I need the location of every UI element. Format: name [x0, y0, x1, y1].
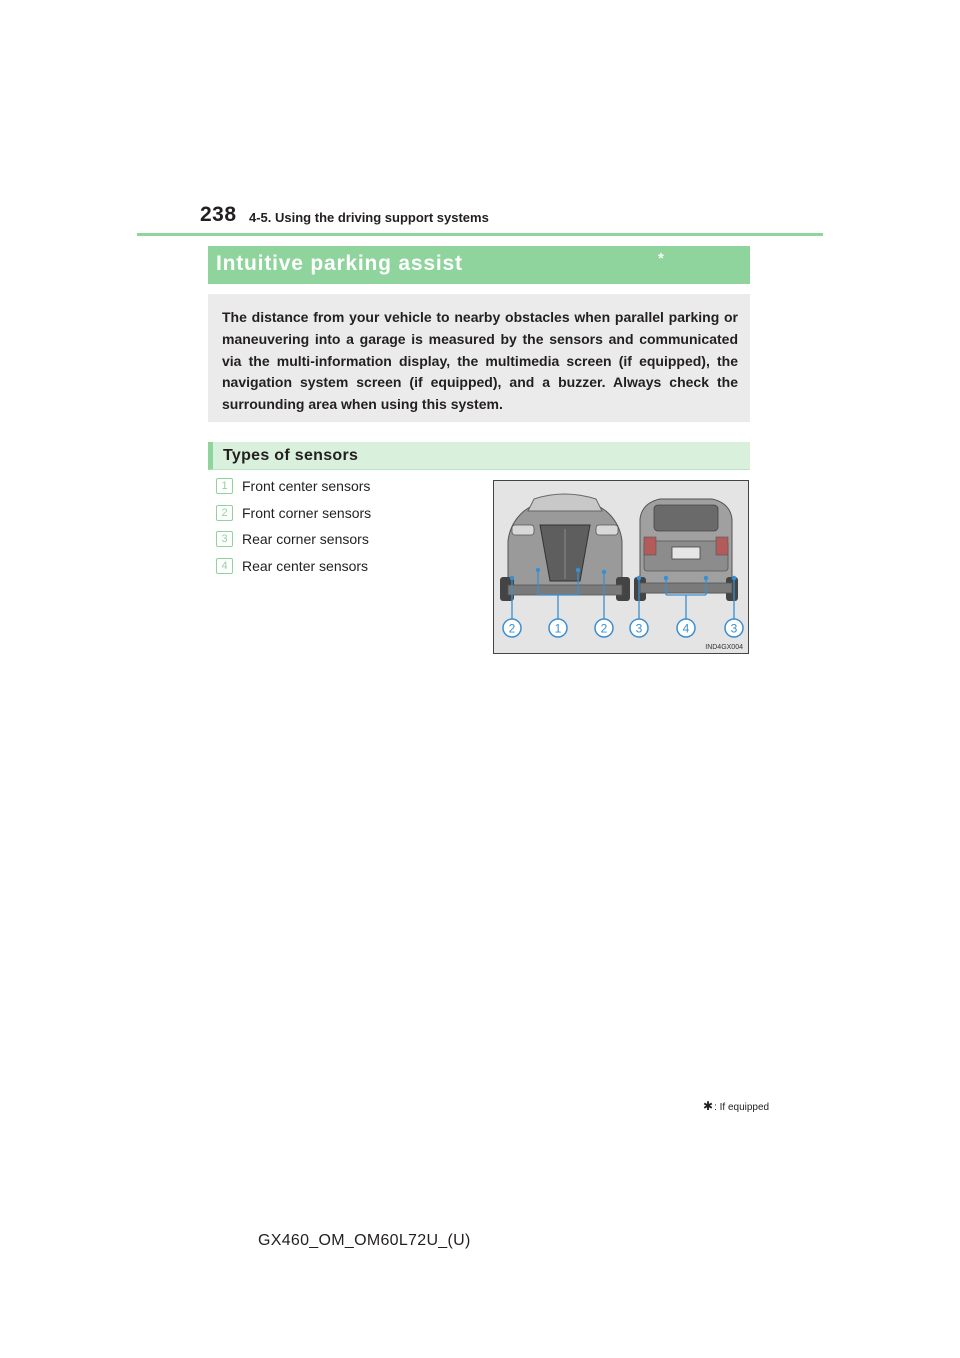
- sensor-location-figure: [493, 480, 749, 654]
- document-code: GX460_OM_OM60L72U_(U): [258, 1232, 471, 1249]
- title-bar: [208, 246, 750, 284]
- callout-front-left: 2: [508, 621, 516, 636]
- sensor-label-rear-center: Rear center sensors: [242, 558, 369, 574]
- callout-number-1: 1: [216, 478, 233, 494]
- page-number: 238: [200, 203, 237, 226]
- intro-box: [208, 294, 750, 422]
- callout-front-right: 2: [600, 621, 608, 636]
- footnote: [703, 1099, 769, 1113]
- rear-vehicle-illustration: [634, 499, 738, 601]
- callout-rear-center: 4: [682, 621, 690, 636]
- callout-number-2: 2: [216, 505, 233, 521]
- intro-text: The distance from your vehicle to nearby obstacles when parallel parking or maneuvering into a garage is measured by the sensors and communicated via the multi-information display, the multimedia screen (if equipped), the navigation system screen (if equipped), and a buzzer. Always check the surrounding area when using this system.: [222, 309, 738, 413]
- callout-number-3: 3: [216, 531, 233, 547]
- subsection-title: Types of sensors: [223, 447, 359, 464]
- callout-rear-right: 3: [730, 621, 738, 636]
- section-title: 4-5. Using the driving support systems: [249, 210, 489, 225]
- page-title: Intuitive parking assist: [216, 252, 463, 275]
- callout-number-4: 4: [216, 558, 233, 574]
- footnote-text: : If equipped: [714, 1102, 770, 1113]
- if-equipped-asterisk: *: [658, 250, 664, 267]
- sensor-label-front-center: Front center sensors: [242, 478, 371, 494]
- figure-code: IND4GX004: [705, 644, 743, 651]
- sensor-label-rear-corner: Rear corner sensors: [242, 531, 369, 547]
- subsection-header: [208, 442, 750, 470]
- callout-front-center: 1: [554, 621, 562, 636]
- header-divider: [137, 233, 823, 236]
- callout-rear-left: 3: [635, 621, 643, 636]
- sensor-label-front-corner: Front corner sensors: [242, 505, 372, 521]
- footnote-asterisk-icon: ✱: [703, 1099, 714, 1113]
